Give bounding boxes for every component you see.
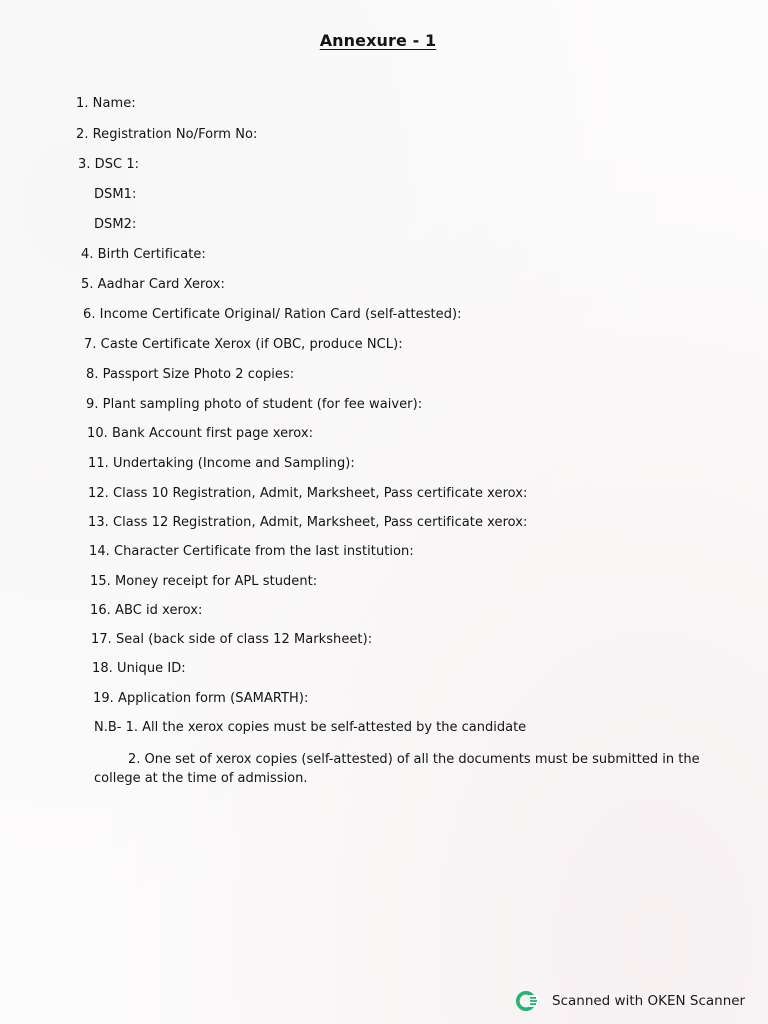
list-item-class10: 12. Class 10 Registration, Admit, Marksheet, Pass certificate xerox:	[88, 486, 528, 501]
note-2: 2. One set of xerox copies (self-attested) of all the documents must be submitted in the college at the time of admission.	[94, 752, 700, 786]
oken-scanner-logo-icon	[516, 990, 538, 1012]
list-item-caste-certificate: 7. Caste Certificate Xerox (if OBC, produce NCL):	[84, 337, 403, 352]
list-item-dsm1: DSM1:	[94, 187, 137, 202]
list-item-abc-id: 16. ABC id xerox:	[90, 603, 203, 618]
list-item-undertaking: 11. Undertaking (Income and Sampling):	[88, 456, 355, 471]
list-item-class12: 13. Class 12 Registration, Admit, Marksheet, Pass certificate xerox:	[88, 515, 528, 530]
scanner-watermark	[516, 990, 745, 1012]
list-item-character-certificate: 14. Character Certificate from the last institution:	[89, 544, 414, 559]
list-item-unique-id: 18. Unique ID:	[92, 661, 186, 676]
list-item-passport-photo: 8. Passport Size Photo 2 copies:	[86, 367, 295, 382]
list-item-income-certificate: 6. Income Certificate Original/ Ration Card (self-attested):	[83, 307, 462, 322]
list-item-plant-sampling: 9. Plant sampling photo of student (for fee waiver):	[86, 397, 423, 412]
list-item-dsm2: DSM2:	[94, 217, 137, 232]
note-1: N.B- 1. All the xerox copies must be self-attested by the candidate	[94, 720, 527, 735]
watermark-text: Scanned with OKEN Scanner	[552, 993, 746, 1009]
list-item-registration: 2. Registration No/Form No:	[76, 127, 258, 142]
list-item-birth-certificate: 4. Birth Certificate:	[81, 247, 206, 262]
list-item-seal: 17. Seal (back side of class 12 Marksheet):	[91, 632, 373, 647]
list-item-bank-account: 10. Bank Account first page xerox:	[87, 426, 314, 441]
list-item-name: 1. Name:	[76, 96, 136, 111]
list-item-money-receipt: 15. Money receipt for APL student:	[90, 574, 318, 589]
list-item-application-form: 19. Application form (SAMARTH):	[93, 691, 309, 706]
list-item-aadhar: 5. Aadhar Card Xerox:	[81, 277, 225, 292]
page-title: Annexure - 1	[319, 31, 437, 50]
list-item-dsc1: 3. DSC 1:	[78, 157, 140, 172]
